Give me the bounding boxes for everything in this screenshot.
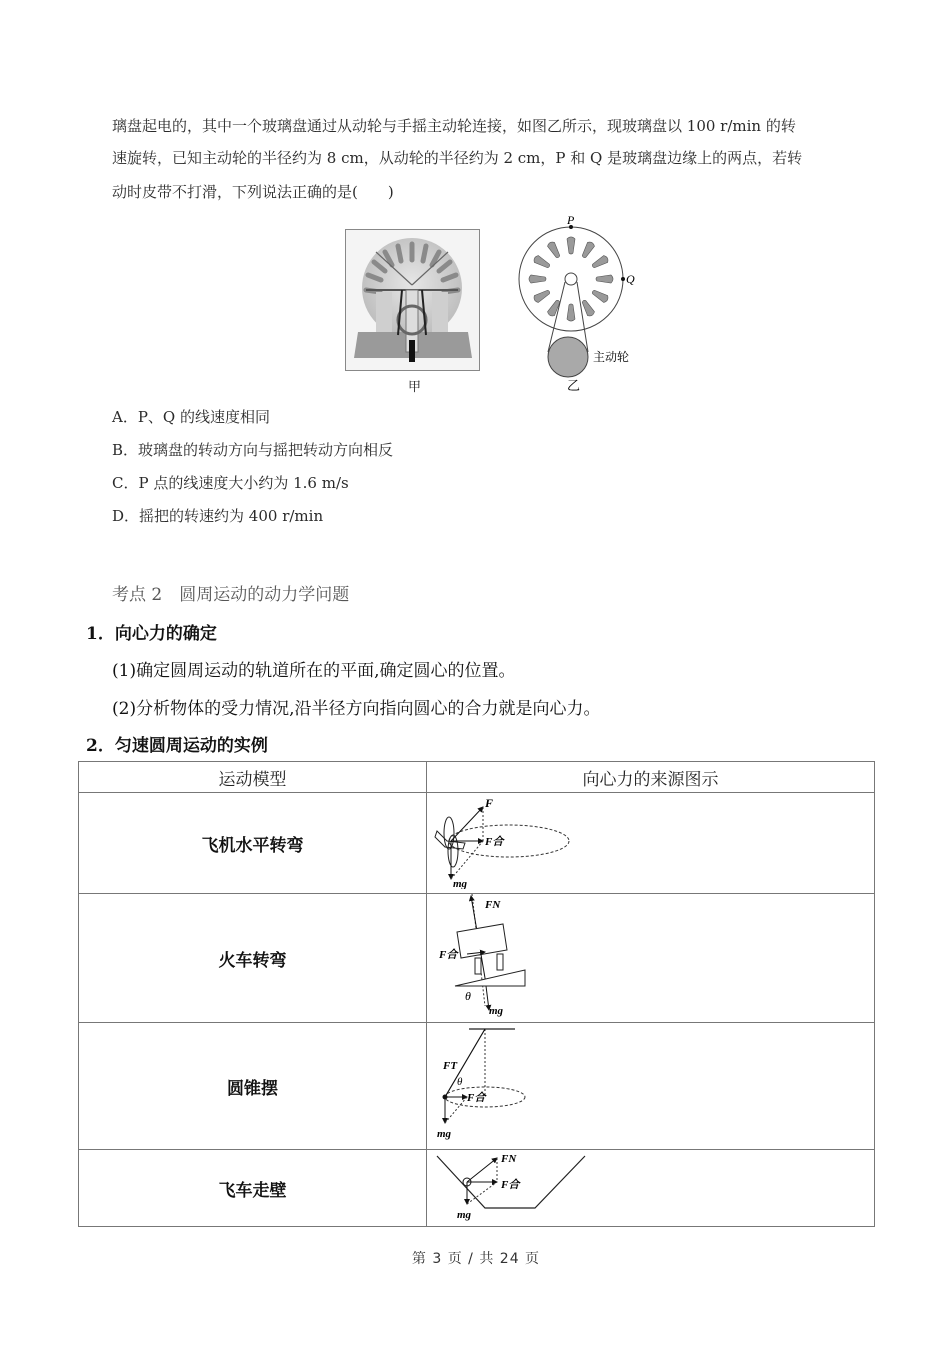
- wall-riding-diagram: [427, 1150, 627, 1222]
- svg-text:FN: FN: [501, 1153, 517, 1165]
- train-turn-diagram: [427, 894, 567, 1018]
- svg-text:FN: FN: [485, 899, 501, 911]
- header-model: 运动模型: [79, 762, 427, 793]
- table-row: [79, 1023, 875, 1150]
- question-line-3: 动时皮带不打滑，下列说法正确的是( ): [112, 183, 394, 201]
- diagram-cell: [427, 894, 875, 1023]
- figure-jia-photo: [345, 229, 480, 371]
- figure-jia-caption: 甲: [408, 380, 422, 395]
- table-row: [79, 793, 875, 894]
- svg-text:mg: mg: [453, 878, 468, 889]
- option-c[interactable]: C．P 点的线速度大小约为 1.6 m/s: [112, 474, 349, 492]
- header-diagram: 向心力的来源图示: [427, 762, 875, 793]
- table-row: [79, 894, 875, 1023]
- option-b[interactable]: B．玻璃盘的转动方向与摇把转动方向相反: [112, 441, 394, 459]
- figure-yi-caption: 乙: [567, 378, 581, 393]
- page-number: 第 3 页 / 共 24 页: [411, 1251, 541, 1267]
- table-header-row: [79, 762, 875, 793]
- electrostatic-machine-illustration: [346, 230, 479, 370]
- driver-wheel-label: 主动轮: [593, 350, 630, 364]
- question-line-2: 速旋转，已知主动轮的半径约为 8 cm，从动轮的半径约为 2 cm，P 和 Q 是玻璃盘边缘上的两点，若转: [112, 149, 803, 167]
- svg-text:θ: θ: [465, 989, 471, 1003]
- svg-text:F: F: [485, 796, 494, 810]
- model-cell: 火车转弯: [79, 894, 427, 1023]
- examples-table: [78, 761, 875, 1227]
- model-cell: 圆锥摆: [79, 1023, 427, 1150]
- svg-text:mg: mg: [489, 1005, 504, 1017]
- question-line-1: 璃盘起电的，其中一个玻璃盘通过从动轮与手摇主动轮连接，如图乙所示，现玻璃盘以 100 r/min 的转: [112, 117, 796, 135]
- conical-pendulum-diagram: [427, 1023, 567, 1145]
- point-2: (2)分析物体的受力情况,沿半径方向指向圆心的合力就是向心力。: [112, 699, 601, 719]
- table-row: [79, 1150, 875, 1227]
- diagram-cell: [427, 793, 875, 894]
- svg-text:mg: mg: [437, 1128, 452, 1140]
- model-cell: 飞车走壁: [79, 1150, 427, 1227]
- heading-1: 1．向心力的确定: [86, 624, 217, 644]
- section-title: 考点 2 圆周运动的动力学问题: [112, 585, 350, 605]
- figure-yi-diagram: [505, 212, 655, 397]
- point-p-label: P: [567, 213, 575, 227]
- model-cell: 飞机水平转弯: [79, 793, 427, 894]
- point-q-label: Q: [626, 272, 635, 286]
- airplane-turn-diagram: [427, 793, 587, 889]
- option-a[interactable]: A．P、Q 的线速度相同: [112, 408, 271, 426]
- svg-text:F合: F合: [439, 949, 458, 961]
- option-d[interactable]: D．摇把的转速约为 400 r/min: [112, 507, 324, 525]
- svg-text:θ: θ: [457, 1076, 463, 1088]
- svg-text:F合: F合: [467, 1092, 486, 1104]
- svg-text:F合: F合: [501, 1179, 520, 1191]
- diagram-cell: [427, 1023, 875, 1150]
- diagram-cell: [427, 1150, 875, 1227]
- svg-text:mg: mg: [457, 1209, 472, 1221]
- svg-text:FT: FT: [443, 1060, 458, 1072]
- point-1: (1)确定圆周运动的轨道所在的平面,确定圆心的位置。: [112, 661, 516, 681]
- svg-text:F合: F合: [485, 836, 504, 848]
- heading-2: 2．匀速圆周运动的实例: [86, 736, 268, 756]
